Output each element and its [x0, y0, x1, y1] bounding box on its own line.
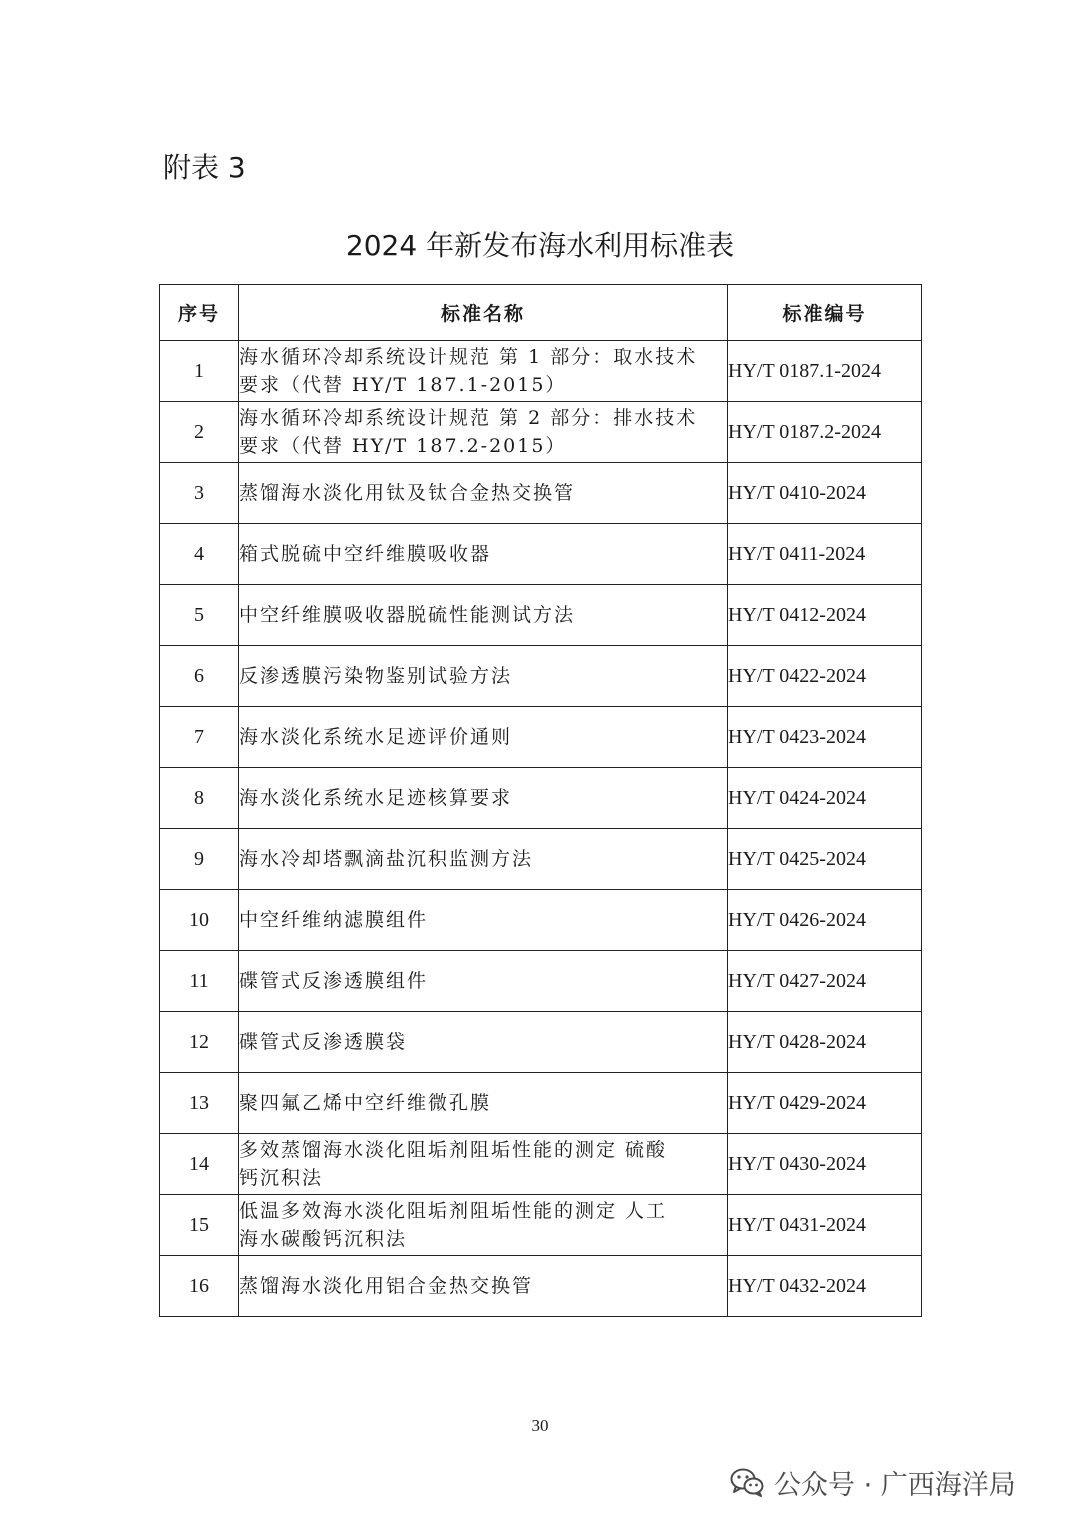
standard-name-line: 海水淡化系统水足迹核算要求	[239, 787, 513, 809]
table-row	[160, 402, 922, 463]
watermark-text: 公众号 · 广西海洋局	[774, 1469, 1016, 1501]
standard-code-cell: HY/T 0187.2-2024	[728, 402, 922, 463]
table-row	[160, 1073, 922, 1134]
table-row	[160, 463, 922, 524]
serial-number-cell: 2	[160, 402, 239, 463]
standard-name-line: 海水淡化系统水足迹评价通则	[239, 726, 513, 748]
header-standard-code: 标准编号	[728, 285, 922, 341]
table-row	[160, 646, 922, 707]
standard-name-cell	[239, 890, 728, 951]
standard-name-line: 蒸馏海水淡化用铝合金热交换管	[239, 1275, 534, 1297]
standard-name-cell	[239, 768, 728, 829]
standard-code-cell: HY/T 0424-2024	[728, 768, 922, 829]
standard-name-line: 碟管式反渗透膜袋	[239, 1031, 408, 1053]
standard-name-line: 海水碳酸钙沉积法	[239, 1228, 408, 1250]
wechat-icon	[730, 1467, 764, 1497]
table-row	[160, 829, 922, 890]
serial-number-cell: 13	[160, 1073, 239, 1134]
standard-name-line: 聚四氟乙烯中空纤维微孔膜	[239, 1092, 492, 1114]
table-row	[160, 951, 922, 1012]
standard-name-cell	[239, 463, 728, 524]
standard-name-line: 中空纤维膜吸收器脱硫性能测试方法	[239, 604, 576, 626]
standard-code-cell: HY/T 0422-2024	[728, 646, 922, 707]
table-row	[160, 890, 922, 951]
standard-code-cell: HY/T 0423-2024	[728, 707, 922, 768]
standard-code-cell: HY/T 0430-2024	[728, 1134, 922, 1195]
table-row	[160, 1134, 922, 1195]
standard-code-cell: HY/T 0412-2024	[728, 585, 922, 646]
standard-name-line: 要求（代替 HY/T 187.2-2015）	[239, 435, 567, 457]
table-row	[160, 341, 922, 402]
standard-name-line: 反渗透膜污染物鉴别试验方法	[239, 665, 513, 687]
table-row	[160, 1256, 922, 1317]
serial-number-cell: 9	[160, 829, 239, 890]
page-number: 30	[531, 1416, 549, 1435]
serial-number-cell: 1	[160, 341, 239, 402]
standard-name-cell	[239, 951, 728, 1012]
standard-name-line: 钙沉积法	[239, 1167, 324, 1189]
serial-number-cell: 15	[160, 1195, 239, 1256]
standard-name-line: 蒸馏海水淡化用钛及钛合金热交换管	[239, 482, 576, 504]
serial-number-cell: 11	[160, 951, 239, 1012]
standard-name-line: 海水循环冷却系统设计规范 第 2 部分：排水技术	[239, 407, 698, 429]
header-serial-number: 序号	[160, 285, 239, 341]
serial-number-cell: 16	[160, 1256, 239, 1317]
standard-name-cell	[239, 1073, 728, 1134]
standard-name-cell	[239, 707, 728, 768]
serial-number-cell: 8	[160, 768, 239, 829]
table-body	[160, 341, 922, 1317]
standard-name-cell	[239, 524, 728, 585]
standard-name-line: 海水循环冷却系统设计规范 第 1 部分：取水技术	[239, 346, 698, 368]
serial-number-cell: 12	[160, 1012, 239, 1073]
standard-name-cell	[239, 402, 728, 463]
table-row	[160, 524, 922, 585]
standards-table	[159, 284, 922, 1317]
standard-name-cell	[239, 585, 728, 646]
serial-number-cell: 7	[160, 707, 239, 768]
serial-number-cell: 14	[160, 1134, 239, 1195]
standard-name-line: 海水冷却塔飘滴盐沉积监测方法	[239, 848, 534, 870]
standard-code-cell: HY/T 0411-2024	[728, 524, 922, 585]
standard-code-cell: HY/T 0431-2024	[728, 1195, 922, 1256]
standard-code-cell: HY/T 0410-2024	[728, 463, 922, 524]
standard-code-cell: HY/T 0426-2024	[728, 890, 922, 951]
table-row	[160, 585, 922, 646]
serial-number-cell: 4	[160, 524, 239, 585]
standard-name-cell	[239, 1134, 728, 1195]
standard-code-cell: HY/T 0187.1-2024	[728, 341, 922, 402]
table-row	[160, 707, 922, 768]
standard-code-cell: HY/T 0432-2024	[728, 1256, 922, 1317]
standard-name-cell	[239, 646, 728, 707]
standard-name-cell	[239, 1012, 728, 1073]
standard-code-cell: HY/T 0427-2024	[728, 951, 922, 1012]
serial-number-cell: 10	[160, 890, 239, 951]
table-row	[160, 1195, 922, 1256]
standard-code-cell: HY/T 0428-2024	[728, 1012, 922, 1073]
standard-name-cell	[239, 829, 728, 890]
table-row	[160, 768, 922, 829]
document-title: 2024 年新发布海水利用标准表	[345, 229, 735, 262]
serial-number-cell: 5	[160, 585, 239, 646]
standard-name-line: 低温多效海水淡化阻垢剂阻垢性能的测定 人工	[239, 1200, 668, 1222]
table-row	[160, 1012, 922, 1073]
standard-name-cell	[239, 1195, 728, 1256]
serial-number-cell: 3	[160, 463, 239, 524]
standard-name-cell	[239, 1256, 728, 1317]
standard-name-line: 多效蒸馏海水淡化阻垢剂阻垢性能的测定 硫酸	[239, 1139, 668, 1161]
standard-code-cell: HY/T 0429-2024	[728, 1073, 922, 1134]
table-header-row	[160, 285, 922, 341]
header-standard-name: 标准名称	[239, 285, 728, 341]
appendix-label: 附表 3	[163, 151, 246, 184]
standard-name-cell	[239, 341, 728, 402]
standard-code-cell: HY/T 0425-2024	[728, 829, 922, 890]
standard-name-line: 箱式脱硫中空纤维膜吸收器	[239, 543, 492, 565]
standard-name-line: 中空纤维纳滤膜组件	[239, 909, 429, 931]
wechat-watermark	[730, 1462, 1016, 1502]
serial-number-cell: 6	[160, 646, 239, 707]
standard-name-line: 要求（代替 HY/T 187.1-2015）	[239, 374, 567, 396]
standard-name-line: 碟管式反渗透膜组件	[239, 970, 429, 992]
